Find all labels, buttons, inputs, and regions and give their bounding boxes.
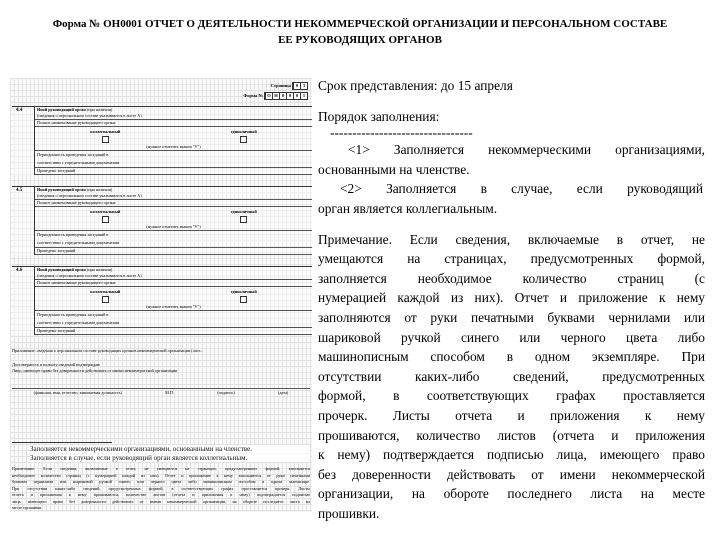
opt-collegial: коллегиальный: [90, 209, 121, 214]
appendix-text: Приложение: сведения о персональном составе руководящих органов некоммерческой организации (лист...: [12, 348, 204, 353]
sig-signature: (подпись): [217, 390, 235, 395]
checkbox-sole[interactable]: [240, 216, 247, 223]
period-line-1: Периодичность проведения заседаний в: [37, 232, 109, 237]
title-line-1: Форма № ОН0001 ОТЧЕТ О ДЕЯТЕЛЬНОСТИ НЕКОММЕРЧЕСКОЙ ОРГАНИЗАЦИИ И ПЕРСОНАЛЬНОМ СОСТАВЕ: [52, 18, 668, 30]
checkbox-collegial[interactable]: [102, 136, 109, 143]
order-line: основанными на членстве.: [318, 161, 470, 177]
page-digit: 0: [293, 83, 300, 89]
name-row[interactable]: Полное наименование руководящего органа: [35, 280, 312, 287]
section-title-note: (при наличии): [86, 107, 113, 112]
meetings-row[interactable]: Проведено заседаний: [35, 248, 312, 255]
form-note-line: отчета и приложения к нему прошиваются, количество листов (отчета и приложения к нему) подтверждается подписью: [12, 492, 310, 497]
opt-collegial: коллегиальный: [90, 129, 121, 134]
period-line-2: соответствии с учредительными документами: [37, 320, 120, 325]
sig-stamp: М.П.: [165, 390, 174, 395]
name-row[interactable]: Полное наименование руководящего органа: [35, 120, 312, 127]
meetings-row[interactable]: Проведено заседаний: [35, 168, 312, 175]
separator: --------------------------------: [330, 125, 473, 141]
section-title-note: (при наличии): [86, 267, 113, 272]
checkbox-collegial[interactable]: [102, 296, 109, 303]
order-line: <2> Заполняется в случае, если руководящий: [340, 181, 703, 197]
note-line: отсутствии каких-либо сведений, предусмотренных: [318, 368, 705, 384]
form-digit: Н: [272, 93, 279, 99]
name-row[interactable]: Полное наименование руководящего органа: [35, 200, 312, 207]
checkbox-collegial[interactable]: [102, 216, 109, 223]
period-line-1: Периодичность проведения заседаний в: [37, 312, 109, 317]
footnote-divider: [12, 442, 112, 443]
form-note-line: лица, имеющего право без доверенности действовать от имени некоммерческой организации, на обороте последнего листа на: [12, 498, 310, 504]
document-title: [10, 16, 710, 48]
hint: (нужное отметить знаком "V"): [146, 304, 201, 309]
section-number: 4.5: [16, 188, 23, 193]
section-sub: (сведения о персональном составе указываются в листе А): [37, 113, 142, 118]
section-number: 4.4: [16, 108, 23, 113]
note-line: умещаются на страницах, предусмотренных формой,: [318, 251, 705, 267]
form-section: [12, 106, 312, 175]
hint: (нужное отметить знаком "V"): [146, 224, 201, 229]
form-note-line: необходимое количество страниц (с нумерацией каждой из них). Отчет и приложение к нему заполняются от руки печатными: [12, 472, 310, 478]
form-digit: 0: [279, 93, 286, 99]
section-sub: (сведения о персональном составе указываются в листе А): [37, 193, 142, 198]
page-digit: 3: [300, 83, 307, 89]
form-digit: 0: [286, 93, 293, 99]
form-note: [12, 466, 310, 512]
form-note-line: Примечание. Если сведения, включаемые в отчет, не умещаются на страницах, предусмотренных формой, заполняется: [12, 466, 310, 471]
section-title: Иной руководящий орган: [37, 267, 86, 272]
page-label: Страница: [270, 83, 291, 88]
note-line: прочерк. Листы отчета и приложения к нему: [318, 407, 705, 423]
sig-name: (фамилия, имя, отчество, занимаемая должность): [33, 390, 122, 395]
form-digit: 0: [293, 93, 300, 99]
section-title-note: (при наличии): [86, 187, 113, 192]
opt-collegial: коллегиальный: [90, 289, 121, 294]
note-line: заполняются от руки печатными буквами чернилами или: [318, 309, 705, 325]
authorized-person-text: Лицо, имеющее право без доверенности действовать от имени некоммерческой организации: [12, 368, 178, 373]
form-note-line: При отсутствии каких-либо сведений, предусмотренных формой, в соответствующих графах проставляется прочерк. Листы: [12, 485, 310, 491]
note-line: организации, на обороте последнего листа на месте: [318, 486, 705, 502]
footnote-2: Заполняется в случае, если руководящий орган является коллегиальным.: [30, 454, 310, 462]
section-sub: (сведения о персональном составе указываются в листе А): [37, 273, 142, 278]
hint: (нужное отметить знаком "V"): [146, 144, 201, 149]
form-note-line: буквами чернилами или шариковой ручкой синего или черного цвета либо машинописным способом в одном экземпляре.: [12, 479, 310, 484]
note: [318, 230, 705, 524]
form-digit: О: [265, 93, 272, 99]
form-section: [12, 186, 312, 255]
note-line: заполняется необходимое количество страниц (с: [318, 270, 705, 286]
period-line-2: соответствии с учредительными документами: [37, 160, 120, 165]
signature-line: [12, 388, 310, 396]
order-heading: Порядок заполнения:: [318, 108, 440, 124]
title-line-2: ЕЕ РУКОВОДЯЩИХ ОРГАНОВ: [278, 34, 442, 46]
opt-sole: единоличный: [230, 289, 257, 294]
note-line: прошиваются, количество листов (отчета и приложения: [318, 427, 705, 443]
note-line: формой, в соответствующих графах проставляется: [318, 388, 705, 404]
order-line: <1> Заполняется некоммерческими организациями,: [348, 142, 705, 158]
checkbox-sole[interactable]: [240, 296, 247, 303]
opt-sole: единоличный: [230, 209, 257, 214]
note-line: прошивки.: [318, 505, 380, 521]
instructions-panel: [318, 76, 705, 523]
form-image: [10, 78, 312, 512]
opt-sole: единоличный: [230, 129, 257, 134]
note-line: Примечание. Если сведения, включаемые в отчет, не: [318, 231, 705, 247]
sig-date: (дата): [277, 390, 289, 395]
form-note-line: месте прошивки.: [12, 505, 43, 510]
period-line-2: соответствии с учредительными документами: [37, 240, 120, 245]
period-line-1: Периодичность проведения заседаний в: [37, 152, 109, 157]
note-line: к нему) подтверждается подписью лица, имеющего право: [318, 447, 705, 463]
meetings-row[interactable]: Проведено заседаний: [35, 328, 312, 335]
form-label: Форма №: [243, 93, 263, 98]
deadline: Срок представления: до 15 апреля: [318, 78, 513, 93]
form-section: [12, 266, 312, 335]
note-line: без доверенности действовать от имени некоммерческой: [318, 466, 705, 482]
form-number: [243, 92, 308, 100]
section-title: Иной руководящий орган: [37, 187, 86, 192]
checkbox-sole[interactable]: [240, 136, 247, 143]
order-line: орган является коллегиальным.: [318, 200, 498, 216]
section-number: 4.6: [16, 268, 23, 273]
note-line: машинописным способом в одном экземпляре. При: [318, 349, 705, 365]
section-title: Иной руководящий орган: [37, 107, 86, 112]
page-number: [271, 82, 308, 90]
confirm-text: Достоверность и полноту сведений подтверждаю: [12, 362, 101, 367]
footnote-1: Заполняется некоммерческими организациями, основанными на членстве.: [30, 445, 310, 453]
note-line: нумерацией каждой из них). Отчет и приложение к нему: [318, 290, 705, 306]
form-digit: 1: [300, 93, 307, 99]
note-line: шариковой ручкой синего или черного цвета либо: [318, 329, 705, 345]
